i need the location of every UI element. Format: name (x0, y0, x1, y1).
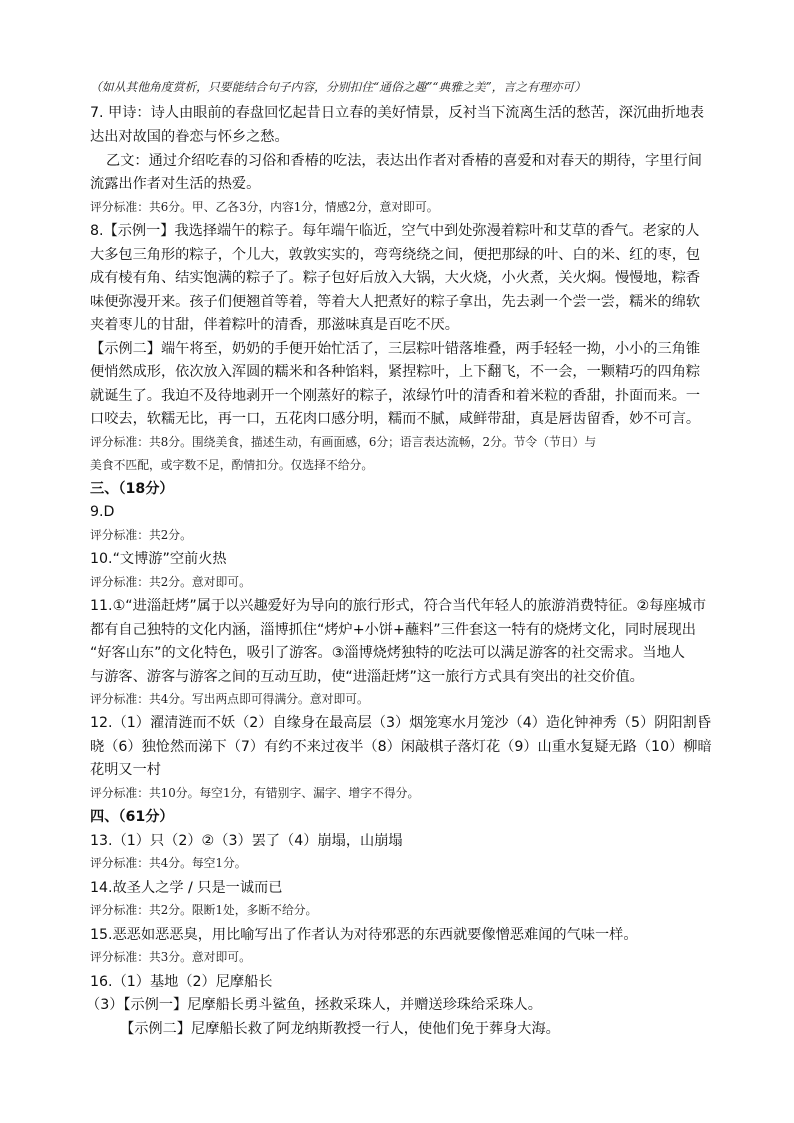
scoring-standard: 评分标准：共8分。围绕美食，描述生动，有画面感，6分；语言表达流畅，2分。节令（节日）与 (90, 435, 597, 449)
scoring-standard: 评分标准：共3分。意对即可。 (90, 950, 251, 964)
section-heading: 三、（18分） (90, 481, 174, 497)
section-heading: 四、（61分） (90, 809, 174, 825)
answer-8-line: 就诞生了。我迫不及待地剥开一个刚蒸好的粽子，浓绿竹叶的清香和着米粒的香甜，扑面而来。一 (90, 388, 701, 404)
answer-8-line: 大多包三角形的粽子，个儿大，敦敦实实的，弯弯绕绕之间，便把那绿的叶、白的米、红的枣，包 (90, 247, 701, 263)
scoring-standard: 评分标准：共4分。每空1分。 (90, 856, 247, 870)
answer-8-line: 夹着枣儿的甘甜，伴着粽叶的清香，那滋味真是百吃不厌。 (90, 317, 459, 333)
answer-9-line: 9.D (90, 504, 115, 520)
answer-8-line: 味便弥漫开来。孩子们便翘首等着，等着大人把煮好的粽子拿出，先去剥一个尝一尝，糯米的绵软 (90, 294, 701, 310)
answer-7-line: 流露出作者对生活的热爱。 (90, 176, 261, 192)
answer-8-line: 【示例二】端午将至，奶奶的手便开始忙活了，三层粽叶错落堆叠，两手轻轻一拗，小小的三角锥 (90, 341, 701, 357)
scoring-standard: 评分标准：共2分。意对即可。 (90, 575, 251, 589)
scoring-standard: 评分标准：共4分。写出两点即可得满分。意对即可。 (90, 692, 369, 706)
answer-16-line: 【示例二】尼摩船长救了阿龙纳斯教授一行人，使他们免于葬身大海。 (120, 1021, 560, 1037)
answer-8-line: 成有棱有角、结实饱满的粽子了。粽子包好后放入大锅，大火烧，小火煮，关火焖。慢慢地，粽香 (90, 270, 701, 286)
answer-12-line: 12.（1）濯清涟而不妖（2）自缘身在最高层（3）烟笼寒水月笼沙（4）造化钟神秀（5）阴阳割昏 (90, 715, 712, 731)
answer-13-line: 13.（1）只（2）②（3）罢了（4）崩塌，山崩塌 (90, 833, 403, 849)
answer-10-line: 10.“文博游”空前火热 (90, 551, 227, 567)
scoring-standard: 评分标准：共2分。 (90, 528, 192, 542)
scoring-standard: 评分标准：共6分。甲、乙各3分，内容1分，情感2分，意对即可。 (90, 200, 439, 214)
scoring-standard: 美食不匹配，或字数不足，酌情扣分。仅选择不给分。 (90, 458, 374, 472)
answer-12-line: 花明又一村 (90, 762, 161, 778)
answer-11-line: 11.①“进淄赶烤”属于以兴趣爱好为导向的旅行形式，符合当代年轻人的旅游消费特征。②每座城市 (90, 598, 707, 614)
assessment-note-line: （如从其他角度赏析，只要能结合句子内容，分别扣住“通俗之趣”“典雅之美”，言之有理亦可） (90, 80, 587, 94)
answer-7-line: 达出对故国的眷恋与怀乡之愁。 (90, 129, 289, 145)
answer-8-line: 口咬去，软糯无比，再一口，五花肉口感分明，糯而不腻，咸鲜带甜，真是唇齿留香，妙不可言。 (90, 411, 701, 427)
answer-14-line: 14.故圣人之学 / 只是一诚而已 (90, 880, 283, 896)
answer-12-line: 晓（6）独怆然而涕下（7）有约不来过夜半（8）闲敲棋子落灯花（9）山重水复疑无路（10）柳暗 (90, 739, 712, 755)
scoring-standard: 评分标准：共2分。限断1处，多断不给分。 (90, 903, 318, 917)
answer-8-line: 8.【示例一】我选择端午的粽子。每年端午临近，空气中到处弥漫着粽叶和艾草的香气。老家的人 (90, 223, 700, 239)
answer-7-line: 7. 甲诗：诗人由眼前的春盘回忆起昔日立春的美好情景，反衬当下流离生活的愁苦，深沉曲折地表 (90, 105, 704, 121)
answer-16-line: （3）【示例一】尼摩船长勇斗鲨鱼，拯救采珠人，并赠送珍珠给采珠人。 (86, 997, 542, 1013)
answer-16-line: 16.（1）基地（2）尼摩船长 (90, 974, 273, 990)
answer-7-line: 乙文：通过介绍吃春的习俗和香椿的吃法，表达出作者对香椿的喜爱和对春天的期待，字里行间 (106, 153, 702, 169)
scoring-standard: 评分标准：共10分。每空1分，有错别字、漏字、增字不得分。 (90, 786, 420, 800)
answer-11-line: 都有自己独特的文化内涵，淄博抓住“烤炉+小饼+蘸料”三件套这一特有的烧烤文化，同时展现出 (90, 622, 696, 638)
answer-11-line: “好客山东”的文化特色，吸引了游客。③淄博烧烤独特的吃法可以满足游客的社交需求。当地人 (90, 645, 685, 661)
answer-11-line: 与游客、游客与游客之间的互动互助，使“进淄赶烤”这一旅行方式具有突出的社交价值。 (90, 669, 644, 685)
answer-8-line: 便悄然成形，依次放入浑圆的糯米和各种馅料，紧捏粽叶，上下翻飞，不一会，一颗精巧的四角粽 (90, 364, 701, 380)
answer-15-line: 15.恶恶如恶恶臭，用比喻写出了作者认为对待邪恶的东西就要像憎恶难闻的气味一样。 (90, 927, 638, 943)
